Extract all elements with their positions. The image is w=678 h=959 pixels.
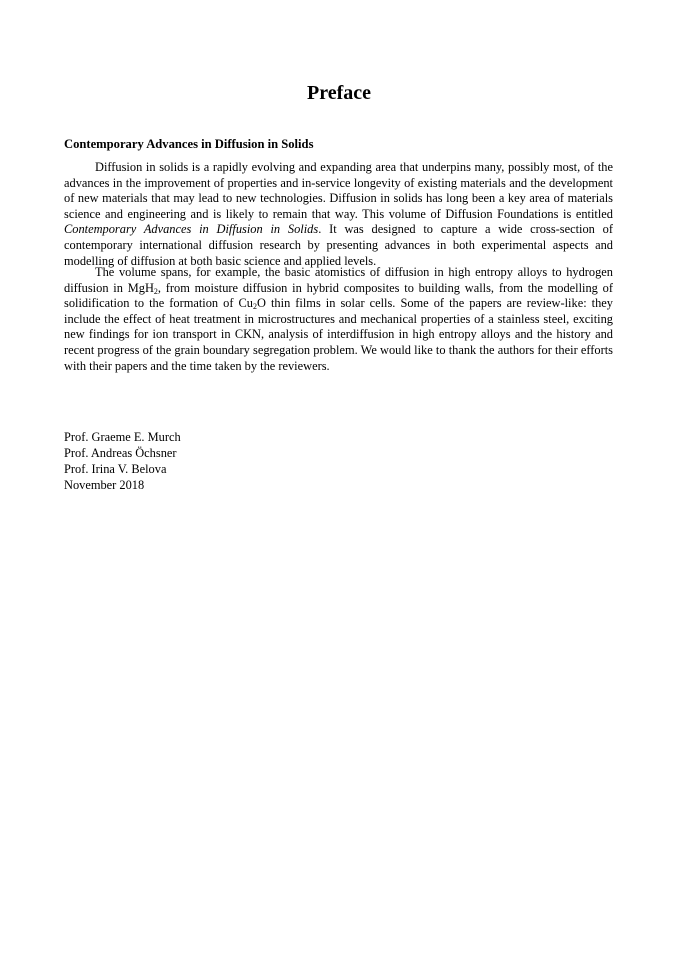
section-heading: Contemporary Advances in Diffusion in Solids: [64, 137, 314, 151]
subscript-mgh2: 2: [153, 286, 158, 296]
signatory-murch: Prof. Graeme E. Murch: [64, 430, 181, 444]
paragraph-scope: [64, 265, 613, 374]
paragraph-scope-text-1: The volume spans, for example, the basic atomistics of diffusion in high entropy alloys to hydrogen diffusion in MgH: [64, 265, 613, 295]
paragraph-intro: [64, 160, 613, 269]
preface-date: November 2018: [64, 478, 145, 492]
signatory-ochsner: Prof. Andreas Öchsner: [64, 446, 177, 460]
paragraph-intro-text-2: . It was designed to capture a wide cross-section of contemporary international diffusion research by presenting advances in both experimental aspects and modelling of diffusion at both basic science and applied levels.: [64, 222, 613, 268]
subscript-cu2o: 2: [253, 302, 257, 312]
signatory-belova: Prof. Irina V. Belova: [64, 462, 167, 476]
paragraph-scope-text-2: , from moisture diffusion in hybrid composites to building walls, from the modelling of solidification to the formation of Cu: [64, 280, 613, 311]
signature-block: [64, 429, 181, 493]
paragraph-intro-text-1: Diffusion in solids is a rapidly evolving and expanding area that underpins many, possibly most, of the advances in the improvement of properties and in-service longevity of existing materials and the development of new materials that may lead to new technologies. Diffusion in solids has long been a key area of materials science and engineering and is likely to remain that way. This volume of Diffusion Foundations is entitled: [64, 160, 613, 221]
volume-title-italic: Contemporary Advances in Diffusion in Solids: [64, 222, 319, 237]
page-title: Preface: [306, 82, 372, 104]
paragraph-scope-text-3: O thin films in solar cells. Some of the papers are review-like: they include the effect of heat treatment in microstructures and mechanical properties of a stainless steel, exciting new findings for ion transport in CKN, analysis of interdiffusion in high entropy alloys and the history and recent progress of the grain boundary segregation problem. We would like to thank the authors for their efforts with their papers and the time taken by the reviewers.: [64, 296, 614, 373]
